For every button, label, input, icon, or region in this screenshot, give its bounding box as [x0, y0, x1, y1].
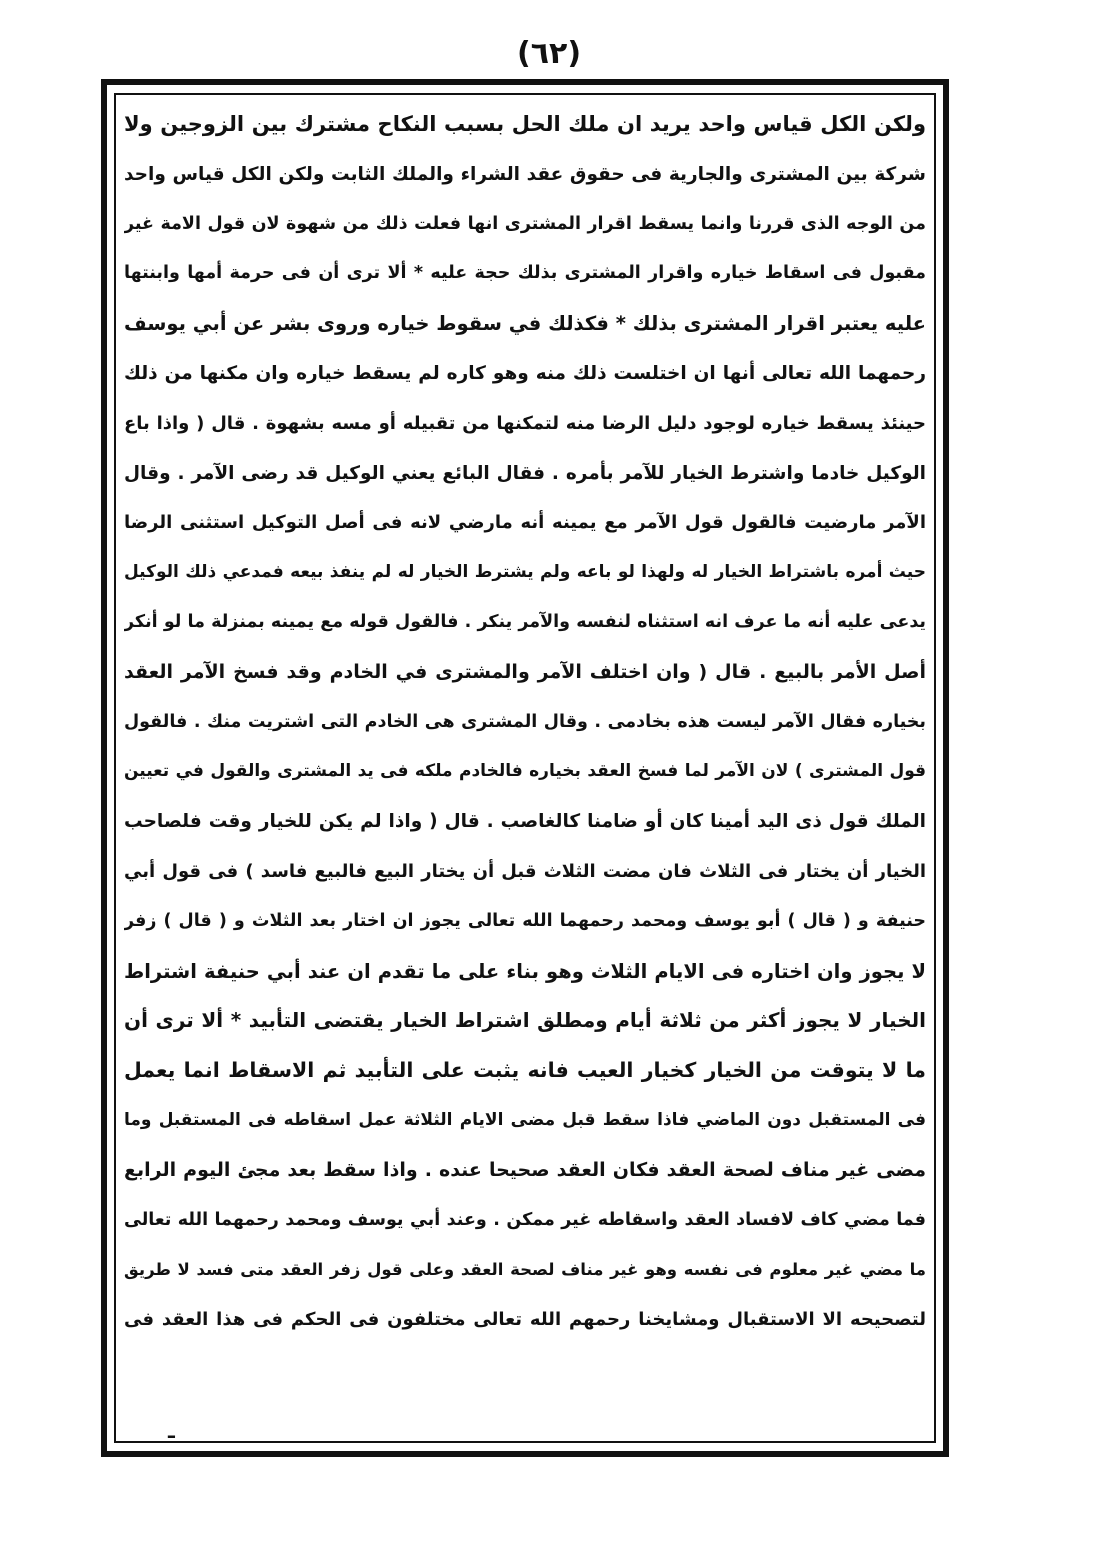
text-line: الملك قول ذى اليد أمينا كان أو ضامنا كالغاصب . قال ( واذا لم يكن للخيار وقت فلصاحب — [124, 811, 926, 833]
text-line: مقبول فى اسقاط خياره واقرار المشترى بذلك حجة عليه * ألا ترى أن فى حرمة أمها وابنتها — [124, 263, 926, 284]
text-line: ولكن الكل قياس واحد يريد ان ملك الحل بسبب النكاح مشترك بين الزوجين ولا — [124, 112, 926, 136]
text-line: رحمهما الله تعالى أنها ان اختلست ذلك منه وهو كاره لم يسقط خياره وان مكنها من ذلك — [124, 362, 926, 384]
text-line: الخيار لا يجوز أكثر من ثلاثة أيام ومطلق اشتراط الخيار يقتضى التأبيد * ألا ترى أن — [124, 1008, 926, 1033]
text-line: فما مضي كاف لافساد العقد واسقاطه غير ممكن . وعند أبي يوسف ومحمد رحمهما الله تعالى — [124, 1209, 926, 1230]
text-line: لتصحيحه الا الاستقبال ومشايخنا رحمهم الله تعالى مختلفون فى الحكم فى هذا العقد فى — [124, 1309, 926, 1331]
catchword: ـ — [168, 1419, 175, 1443]
text-line: لا يجوز وان اختاره فى الايام الثلاث وهو بناء على ما تقدم ان عند أبي حنيفة اشتراط — [124, 959, 926, 983]
text-line: بخياره فقال الآمر ليست هذه بخادمى . وقال المشترى هى الخادم التى اشتريت منك . فالقول — [124, 711, 926, 732]
body-text — [124, 100, 926, 1345]
text-line: يدعى عليه أنه ما عرف انه استثناه لنفسه والآمر ينكر . فالقول قوله مع يمينه بمنزلة ما لو أنكر — [124, 611, 926, 632]
text-line: شركة بين المشترى والجارية فى حقوق عقد الشراء والملك الثابت ولكن الكل قياس واحد — [124, 163, 926, 185]
text-line: قول المشترى ) لان الآمر لما فسخ العقد بخياره فالخادم ملكه فى يد المشترى والقول في تعيين — [124, 761, 926, 782]
text-line: عليه يعتبر اقرار المشترى بذلك * فكذلك في سقوط خياره وروى بشر عن أبي يوسف — [124, 312, 926, 336]
text-line: ما لا يتوقت من الخيار كخيار العيب فانه يثبت على التأبيد ثم الاسقاط انما يعمل — [124, 1058, 926, 1083]
page-number: (٦٢) — [516, 36, 582, 71]
text-line: أصل الأمر بالبيع . قال ( وان اختلف الآمر والمشترى في الخادم وقد فسخ الآمر العقد — [124, 660, 926, 683]
text-line: حيث أمره باشتراط الخيار له ولهذا لو باعه ولم يشترط الخيار له لم ينفذ بيعه فمدعي ذلك الوكيل — [124, 562, 926, 583]
text-line: الوكيل خادما واشترط الخيار للآمر بأمره . فقال البائع يعني الوكيل قد رضى الآمر . وقال — [124, 462, 926, 484]
text-line: ما مضي غير معلوم فى نفسه وهو غير مناف لصحة العقد وعلى قول زفر العقد متى فسد لا طريق — [124, 1260, 926, 1280]
text-line: الآمر مارضيت فالقول قول الآمر مع يمينه أنه مارضي لانه فى أصل التوكيل استثنى الرضا — [124, 512, 926, 534]
text-line: الخيار أن يختار فى الثلاث فان مضت الثلاث قبل أن يختار البيع فالبيع فاسد ) فى قول أبي — [124, 860, 926, 882]
text-line: حينئذ يسقط خياره لوجود دليل الرضا منه لتمكنها من تقبيله أو مسه بشهوة . قال ( واذا باع — [124, 412, 926, 434]
text-line: فى المستقبل دون الماضي فاذا سقط قبل مضى الايام الثلاثة عمل اسقاطه فى المستقبل وما — [124, 1109, 926, 1130]
text-line: من الوجه الذى قررنا وانما يسقط اقرار المشترى انها فعلت ذلك من شهوة لان قول الامة غير — [124, 213, 926, 234]
text-line: مضى غير مناف لصحة العقد فكان العقد صحيحا عنده . واذا سقط بعد مجئ اليوم الرابع — [124, 1158, 926, 1181]
text-line: حنيفة و ( قال ) أبو يوسف ومحمد رحمهما الله تعالى يجوز ان اختار بعد الثلاث و ( قال ) زفر — [124, 910, 926, 931]
